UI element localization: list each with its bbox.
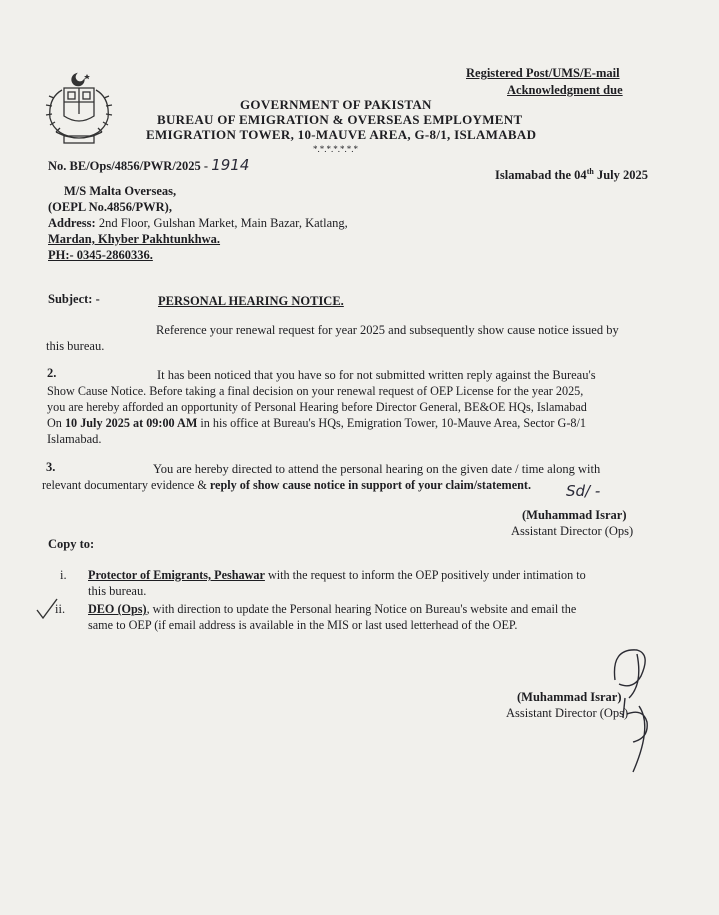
copy-item-1-line1: Protector of Emigrants, Peshawar with the request to inform the OEP positively under intimation to <box>88 568 586 582</box>
subject-label: Subject: - <box>48 292 100 306</box>
paragraph-3-number: 3. <box>46 460 56 474</box>
letterhead-stars: *.*.*.*.*.*.* <box>313 144 358 154</box>
copy-item-2-line1: DEO (Ops), with direction to update the Personal hearing Notice on Bureau's website and email the <box>88 602 577 616</box>
paragraph-3-line2: relevant documentary evidence & reply of show cause notice in support of your claim/statement. <box>42 478 531 492</box>
reference-number: No. BE/Ops/4856/PWR/2025 - 1914 <box>48 156 250 174</box>
paragraph-2-line3: you are hereby afforded an opportunity of Personal Hearing before Director General, BE&OE HQs, Islamabad <box>47 400 587 414</box>
place-date: Islamabad the 04th July 2025 <box>495 167 648 183</box>
paragraph-1-line1: Reference your renewal request for year 2025 and subsequently show cause notice issued by <box>156 323 619 337</box>
letterhead-bureau: BUREAU OF EMIGRATION & OVERSEAS EMPLOYMENT <box>157 112 523 127</box>
copy-item-2-number: ii. <box>55 602 66 616</box>
signature-initials: Sd/ - <box>566 482 601 500</box>
state-emblem-icon <box>40 68 118 148</box>
addressee-phone: PH:- 0345-2860336. <box>48 248 153 262</box>
paragraph-2-line2: Show Cause Notice. Before taking a final decision on your renewal request of OEP License for the year 2025, <box>47 384 584 398</box>
acknowledgment-label: Acknowledgment due <box>507 83 623 97</box>
paragraph-2-line1: It has been noticed that you have so for not submitted written reply against the Bureau's <box>157 368 596 382</box>
paragraph-2-number: 2. <box>47 366 57 380</box>
subject-title: PERSONAL HEARING NOTICE. <box>158 294 344 308</box>
paragraph-2-line4: On 10 July 2025 at 09:00 AM in his office at Bureau's HQs, Emigration Tower, 10-Mauve Area, Sector G-8/1 <box>47 416 586 430</box>
addressee-oepl: (OEPL No.4856/PWR), <box>48 200 172 214</box>
addressee-address-line2: Mardan, Khyber Pakhtunkhwa. <box>48 232 221 246</box>
letterhead-address: EMIGRATION TOWER, 10-MAUVE AREA, G-8/1, ISLAMABAD <box>146 127 537 142</box>
handwritten-number: 1914 <box>211 156 250 174</box>
signatory-2-name: (Muhammad Israr) <box>517 690 622 704</box>
signatory-name: (Muhammad Israr) <box>522 508 627 522</box>
paragraph-1-line2: this bureau. <box>46 339 105 353</box>
addressee-address-line1: Address: 2nd Floor, Gulshan Market, Main Bazar, Katlang, <box>48 216 348 230</box>
letterhead-government: GOVERNMENT OF PAKISTAN <box>240 97 432 112</box>
copy-item-1-line2: this bureau. <box>88 584 147 598</box>
paragraph-2-line5: Islamabad. <box>47 432 102 446</box>
addressee-name: M/S Malta Overseas, <box>64 184 177 198</box>
copy-item-2-line2: same to OEP (if email address is available in the MIS or last used letterhead of the OEP. <box>88 618 518 632</box>
signatory-2-title: Assistant Director (Ops) <box>506 706 629 720</box>
signatory-title: Assistant Director (Ops) <box>511 524 634 538</box>
paragraph-3-line1: You are hereby directed to attend the personal hearing on the given date / time along with <box>153 462 601 476</box>
copy-item-1-number: i. <box>60 568 67 582</box>
copy-to-label: Copy to: <box>48 537 95 551</box>
registered-post-label: Registered Post/UMS/E-mail <box>466 66 620 80</box>
